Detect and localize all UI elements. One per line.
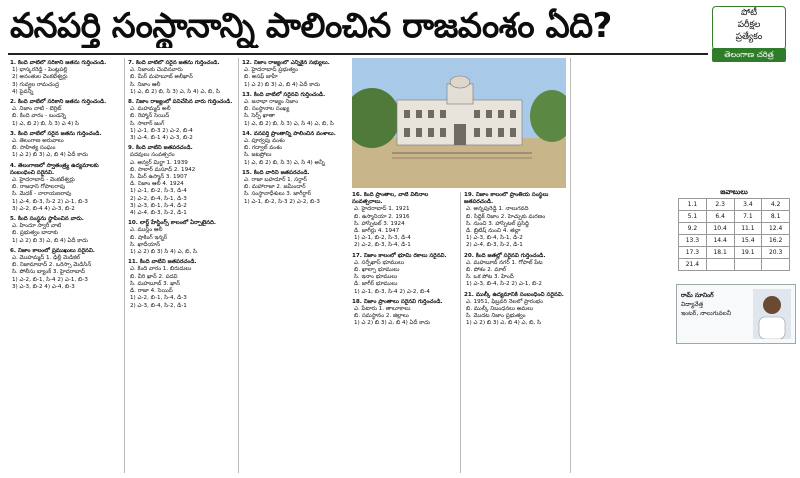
option-line: బి. సిద్ధిక్ నిజాం 2. హెచ్చుకు మరణం xyxy=(466,213,546,220)
option-line: సి. మీర్ ఉస్మాన్ 3. 1907 xyxy=(130,174,188,181)
vanaparthy-palace-image xyxy=(352,58,566,188)
answer-cell: 21.4 xyxy=(679,259,707,271)
question-block xyxy=(10,99,120,128)
question-text: 11. కింది వాటిని జతపరచండి. xyxy=(128,259,197,266)
author-role: విద్యావేత్త xyxy=(681,301,704,308)
option-line: సి. సంస్థానాధీశులు 3. జాగీర్దార్ xyxy=(244,191,312,198)
author-box xyxy=(676,284,796,344)
column-divider xyxy=(570,58,571,473)
option-line: 1) ఎ-4, బి-3, సి-2 2) ఎ-1, బి-3 xyxy=(12,198,88,205)
option-line: సి. ఒక పోట 3. హిందీ xyxy=(466,274,514,281)
option-line: సి. మొదట నిజాం ప్రభుత్వం xyxy=(466,313,526,320)
answers-table xyxy=(678,198,790,271)
competitive-exam-badge xyxy=(712,6,786,50)
answer-cell: 3.4 xyxy=(734,199,762,211)
question-block xyxy=(128,259,234,309)
option-line: సి. సాలార్ జంగ్ xyxy=(130,120,165,127)
option-line: 3) గువ్వల రామచంద్ర xyxy=(12,81,59,88)
question-text: 18. నిజాం ప్రాంతాలు సరైనవి గుర్తించండి. xyxy=(352,298,443,305)
option-line: 1) ఎ, బి 2) బి, సి 3) ఎ 4) సి xyxy=(12,120,79,127)
option-line: సి. నిజాం ఆలీ xyxy=(130,81,161,88)
option-line: 4) ఎ-4, బి-3, సి-2, డి-1 xyxy=(130,210,187,217)
question-text: 5. కింది సంస్థను స్థాపించిన వారు. xyxy=(10,216,84,223)
question-block xyxy=(242,131,348,167)
option-line: ఎ. నిజాంకు చెందినవారు xyxy=(130,67,183,74)
option-line: ఎ. కింది వారం 1. బిరుదులు xyxy=(130,266,192,273)
answer-cell: 18.1 xyxy=(706,247,734,259)
question-block xyxy=(352,192,457,250)
author-place: ఇంటర్, నాలుగువలనీ xyxy=(681,310,732,317)
option-line: 3) ఎ-2, బి-4 4) ఎ-3, బి-2 xyxy=(12,205,75,212)
answer-cell: 6.4 xyxy=(706,211,734,223)
question-text: 2. కింది వాటిలో సరికాని జతను గుర్తించండి. xyxy=(10,99,107,106)
option-line: బి. అసఫ్ జాహీ xyxy=(244,74,278,81)
question-column-4 xyxy=(352,192,457,472)
question-text: 14. వనపర్తి ప్రాంతాన్ని పాలించిన వంశాలు. xyxy=(242,130,336,137)
badge-line-1: పోటీ xyxy=(740,8,758,18)
answer-cell: 15.4 xyxy=(734,235,762,247)
option-line: డి. జాగీర్ భూములు xyxy=(354,281,398,288)
option-line: 1) ఎ 2) బి 3) ఎ, బి 4) ఏదీ కాదు xyxy=(12,237,88,244)
option-line: 1) భాస్కరరెడ్డి - పెంట్లపల్లి xyxy=(12,67,68,74)
question-text: 1. కింది వాటిలో సరికాని జతను గుర్తించండి. xyxy=(10,60,107,66)
option-line: ఎ. అన్నపురెడ్డి 1. నాలుగవది xyxy=(466,206,529,213)
option-line: బి. వీరి ఖాన్ 2. పదవి xyxy=(130,273,178,280)
question-block xyxy=(128,99,234,142)
headline-rule xyxy=(8,53,708,55)
option-line: బి. రెహ్మాన్ సెయిద్ xyxy=(130,113,170,120)
option-line: డి. జాగీర్లు 4. 1947 xyxy=(354,228,400,235)
option-line: బి. పోశం 2. మాల్ xyxy=(466,267,506,274)
option-line: ఎ. నిజాం నాటి - బెర్రిట్ xyxy=(12,106,62,113)
telangana-history-tag: తెలంగాణ చరిత్ర xyxy=(712,48,786,62)
question-text: 6. నిజాం కాలంలో ప్రముఖులు సరైనవి. xyxy=(10,247,95,254)
option-line: బి. సమస్థానం 2. జిల్లాలు xyxy=(354,313,409,320)
option-line: సి. సెర్ఫ్ ఖాతా xyxy=(244,113,275,120)
option-line: సి. నుంచి 3. హాస్పిటల్ ప్రసిద్ధి xyxy=(466,220,530,227)
question-text: 12. నిజాం రాజ్యంలో ఎన్నికైన సభ్యులు. xyxy=(242,60,330,66)
answer-cell: 7.1 xyxy=(734,211,762,223)
question-block xyxy=(352,299,457,328)
question-block xyxy=(242,92,348,128)
answer-cell: 20.3 xyxy=(762,247,790,259)
answer-cell xyxy=(762,259,790,271)
option-line: సి. హాస్పిటల్ 3. 1924 xyxy=(354,220,405,227)
option-line: డి. నిజాం ఆలీ 4. 1924 xyxy=(130,181,184,188)
answer-cell: 11.1 xyxy=(734,223,762,235)
option-line: ఎ. తెలంగాణ అరువాలు xyxy=(12,138,64,145)
option-line: 1) ఎ-1, బి-2, సి-3 2) ఎ-2, బి-3 xyxy=(244,198,320,205)
question-block xyxy=(352,253,457,296)
option-line: 2) ఎ-4, బి-3, సి-2, డి-1 xyxy=(466,242,523,249)
option-line: డి. రాజా 4. సెయిద్ xyxy=(130,288,173,295)
option-line: 1) ఎ, బి 2) బి, సి 3) ఎ, సి 4) ఎ, బి, సి xyxy=(244,120,334,127)
option-line: 1) ఎ 2) బి 3) ఎ, బి 4) ఎ, బి, సి xyxy=(466,320,541,327)
option-line: 3) ఎ-3, బి-2 4) ఎ-4, బి-3 xyxy=(12,283,75,290)
page-headline: వనపర్తి సంస్థానాన్ని పాలించిన రాజవంశం ఏది? xyxy=(10,6,612,46)
question-text: 8. నిజాం రాజ్యంలో పనిచేసిన వారు గుర్తించండి. xyxy=(128,99,233,106)
option-line: 1) ఎ, బి 2) బి, సి 3) ఎ, సి 4) అన్నీ xyxy=(244,159,325,166)
option-line: ఎ. హైదరాబాద్ ప్రభుత్వం xyxy=(244,67,298,74)
option-line: బి. సాలార్ మసూద్ 2. 1942 xyxy=(130,166,196,173)
option-line: 1) ఎ 2) బి 3) ఎ, బి 4) ఏదీ కాదు xyxy=(244,81,320,88)
option-line: ఎ. మహబూబ్ నగర్ 1. గోపాల్ పేట xyxy=(466,259,543,266)
option-line: ఎ. సర్ఫేఖాస్ భూములు xyxy=(354,259,405,266)
option-line: 1) ఎ-3, బి-4, సి-2 2) ఎ-1, బి-2 xyxy=(466,281,542,288)
option-line: బి. రాజధాని గోపాలరావు xyxy=(12,184,66,191)
option-line: సి. మహబూబ్ 3. ఖాన్ xyxy=(130,280,180,287)
option-line: ఎ. హైదరాబాద్ 1. 1921 xyxy=(354,206,410,213)
option-line: పదవులు సంవత్సరం xyxy=(130,152,175,159)
option-line: సి. జటప్రోలు xyxy=(244,152,272,159)
answer-cell: 4.2 xyxy=(762,199,790,211)
option-line: 3) ఎ-4, బి-1 4) ఎ-3, బి-2 xyxy=(130,135,193,142)
question-block xyxy=(464,192,568,250)
question-column-3 xyxy=(242,60,348,472)
option-line: సి. మెదక్ - నారాయణరావు xyxy=(12,191,72,198)
question-text: 3. కింది వాటిలో సరైన జతను గుర్తించండి. xyxy=(10,130,102,137)
question-block xyxy=(128,220,234,256)
question-block xyxy=(10,131,120,160)
option-line: బి. మహారాజా 2. జమీందార్ xyxy=(244,184,306,191)
answer-cell: 14.4 xyxy=(706,235,734,247)
answer-cell: 8.1 xyxy=(762,211,790,223)
author-name: రామ్ సూనింగ్ xyxy=(681,292,714,299)
question-column-6 xyxy=(574,60,672,472)
option-line: 1) ఎ-3, బి-4, సి-1, డి-2 xyxy=(466,235,523,242)
option-line: 1) ఎ 2) బి 3) ఎ, బి 4) ఏదీ కాదు xyxy=(354,320,430,327)
badge-line-2: పరీక్షల xyxy=(737,20,761,30)
option-line: బి. షాకింగ్ ఇన్నర్ xyxy=(130,234,168,241)
option-line: 1) ఎ-1, బి-2, సి-3, డి-4 xyxy=(354,235,411,242)
question-block xyxy=(10,248,120,291)
option-line: సి. ఖాదీయాన్ xyxy=(130,241,161,248)
option-line: ఎ. మహమ్మద్ అలీ xyxy=(130,106,171,113)
answers-row xyxy=(679,259,790,271)
question-block xyxy=(128,145,234,217)
answer-cell: 1.1 xyxy=(679,199,707,211)
question-block xyxy=(464,253,568,289)
question-text: 7. కింది వాటిలో సరైన జతను గుర్తించండి. xyxy=(128,60,220,66)
option-line: ఎ. 1951, ఫిబ్రవరి నెలలో ప్రారంభం xyxy=(466,298,543,305)
question-block xyxy=(242,170,348,206)
option-line: బి. నిజామాబాద్ 2. ఒరిస్సా మెడిసిన్ xyxy=(12,262,92,269)
option-line: ఎ. మొహమ్మద్ 1. ఢిల్లీ మెడికల్ xyxy=(12,255,81,262)
answer-cell xyxy=(706,259,734,271)
answers-row xyxy=(679,247,790,259)
option-line: ఎ. పూర్వపు వంశం xyxy=(244,138,285,145)
question-text: 9. కింది వాటిని జతపరచండి. xyxy=(128,145,193,152)
column-divider xyxy=(124,58,125,473)
option-line: 2) ఎ-3, బి-4, సి-2, డి-1 xyxy=(130,302,187,309)
question-block xyxy=(10,216,120,245)
answer-cell: 13.3 xyxy=(679,235,707,247)
option-line: ఎ. హిందూ స్వారీ వాటి xyxy=(12,223,62,230)
option-line: ఎ. హైదరాబాద్ - వెంకటేశ్వర్లు xyxy=(12,177,75,184)
question-column-1 xyxy=(10,60,120,472)
column-divider xyxy=(460,192,461,473)
question-text: 17. నిజాం కాలంలో భూమి రకాలు సరైనవి. xyxy=(352,252,447,259)
option-line: డి. బ్రిటిష్ నుంచి 4. తబ్లా xyxy=(466,228,521,235)
option-line: 2) ఎ-2, బి-4, సి-1, డి-3 xyxy=(130,195,187,202)
answer-cell: 10.4 xyxy=(706,223,734,235)
question-text: 19. నిజాం కాలంలో ప్రాంతీయ సంస్థలు జతపరచండి. xyxy=(464,192,549,206)
option-line: 1) ఎ-1, బి-3 2) ఎ-2, బి-4 xyxy=(130,127,193,134)
answers-row xyxy=(679,211,790,223)
option-line: 1) ఎ, బి 2) బి, సి 3) ఎ, సి 4) ఎ, బి, సి xyxy=(130,88,220,95)
answer-cell: 12.4 xyxy=(762,223,790,235)
option-line: 1) ఎ 2) బి 3) ఎ, బి 4) ఏదీ కాదు xyxy=(12,152,88,159)
question-block xyxy=(10,163,120,213)
question-block xyxy=(242,60,348,89)
option-line: బి. సంస్థానాల సంఖ్య xyxy=(244,106,290,113)
option-line: 2) అనంతుల వెంకటేశ్వర్లు xyxy=(12,74,68,81)
answer-cell: 2.3 xyxy=(706,199,734,211)
option-line: 4) పైవన్నీ xyxy=(12,88,34,95)
question-text: 21. ముల్కీ ఉద్యమానికి సంబంధించి సరైనవి. xyxy=(464,291,564,298)
question-text: 4. తెలంగాణలో స్వాతంత్ర్య ఉద్యమాలకు సంబంధించి సరైనవి. xyxy=(10,162,99,176)
option-line: 1) ఎ-2, బి-1, సి-4 2) ఎ-1, బి-3 xyxy=(12,276,88,283)
question-text: 15. కింది వారిని జతపరచండి. xyxy=(242,169,310,176)
palace-photo xyxy=(352,58,566,188)
badge-line-3: ప్రత్యేకం xyxy=(735,32,763,42)
option-line: ఎ. అన్వర్ మిర్జా 1. 1939 xyxy=(130,159,188,166)
option-line: బి. సాహిత్య సంఘం xyxy=(12,145,56,152)
answer-cell: 17.3 xyxy=(679,247,707,259)
question-text: 13. కింది వాటిలో సరైనవి గుర్తించండి. xyxy=(242,91,326,98)
option-line: 1) ఎ-1, బి-2, సి-3, డి-4 xyxy=(130,188,187,195)
answers-heading: జవాబులు xyxy=(720,188,748,196)
answers-row xyxy=(679,199,790,211)
option-line: 3) ఎ-3, బి-1, సి-4, డి-2 xyxy=(130,202,187,209)
option-line: 1) ఎ-1, బి-3, సి-4 2) ఎ-2, బి-4 xyxy=(354,288,430,295)
option-line: 2) ఎ-2, బి-3, సి-4, డి-1 xyxy=(354,242,411,249)
option-line: 1) ఎ-2, బి-1, సి-4, డి-3 xyxy=(130,295,187,302)
question-column-5 xyxy=(464,192,568,472)
answer-cell: 9.2 xyxy=(679,223,707,235)
author-photo xyxy=(753,289,791,339)
option-line: ఎ. జనాభా రాజ్యం నిజాం xyxy=(244,99,299,106)
answer-cell: 16.2 xyxy=(762,235,790,247)
question-block xyxy=(128,60,234,96)
option-line: బి. ముల్కీ నిబంధనలు అమలు xyxy=(466,306,534,313)
column-divider xyxy=(238,58,239,473)
option-line: 1) ఎ 2) బి 3) సి 4) ఎ, బి, సి xyxy=(130,249,197,256)
option-line: ఎ. పేటారు 1. తాలూకాలు xyxy=(354,306,411,313)
answers-row xyxy=(679,223,790,235)
option-line: బి. ఉస్మానియా 2. 1916 xyxy=(354,213,410,220)
answer-cell: 19.1 xyxy=(734,247,762,259)
answer-cell: 5.1 xyxy=(679,211,707,223)
answer-cell xyxy=(734,259,762,271)
question-text: 10. లార్డ్ హేస్టింగ్స్ కాలంలో ఏర్పాటైనది. xyxy=(128,220,217,227)
question-block xyxy=(464,292,568,328)
option-line: బి. మీర్ మహబూబ్ అలీఖాన్ xyxy=(130,74,193,81)
option-line: సి. పోలీసు బ్యాంక్ 3. హైదరాబాద్ xyxy=(12,269,85,276)
question-text: 16. కింది ప్రాంతాల, వాటి విలీనాల సంవత్సరాలు. xyxy=(352,192,429,206)
answers-row xyxy=(679,235,790,247)
option-line: బి. ప్రభుత్వం బాదాకు xyxy=(12,230,59,237)
question-block xyxy=(10,60,120,96)
question-text: 20. కింది జతల్లో సరైనవి గుర్తించండి. xyxy=(464,252,546,259)
option-line: బి. ఖాల్సా భూములు xyxy=(354,267,400,274)
option-line: సి. ఇనాం భూములు xyxy=(354,274,398,281)
option-line: ఎ. రాజా బహదూర్ 1. సర్దార్ xyxy=(244,177,307,184)
option-line: బి. గద్వాల్ వంశం xyxy=(244,145,282,152)
option-line: బి. కింది వారం - బండన్నె xyxy=(12,113,66,120)
option-line: ఎ. ముస్లిం ఆలీ xyxy=(130,227,163,234)
question-column-2 xyxy=(128,60,234,472)
